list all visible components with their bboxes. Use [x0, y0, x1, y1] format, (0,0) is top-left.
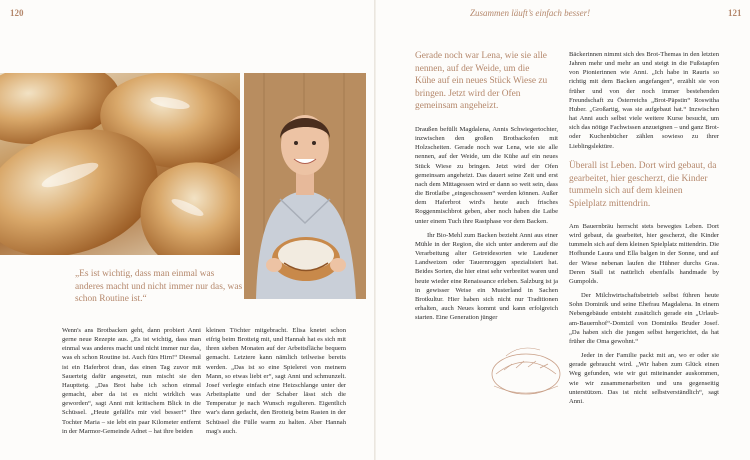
- page-number-left: 120: [10, 8, 24, 18]
- bread-sketch-icon: [486, 340, 566, 402]
- woman-holding-bread-photo: [244, 73, 366, 299]
- body-column-4: [569, 50, 719, 151]
- body-column-1: [62, 326, 201, 436]
- page-gutter: [374, 0, 376, 460]
- page-number-right: 121: [728, 8, 742, 18]
- body-text: Am Bauernbräu herrscht stets bewegtes Leben. Dort wird gebaut, da gearbeitet, hier gescherzt, die Kinder tummeln sich auf dem kleinen Spielplatz mittendrin. Die Hofhunde Laura und Ella balgen in der Sonne, und auf der Wiese nebenan laufen die Hühner durchs Gras. Deren Stall ist natürlich ebenfalls handmade by Gumpolds.: [569, 223, 719, 285]
- pullquote-left: „Es ist wichtig, dass man einmal was anderes macht und nicht immer nur das, was schon Routine ist.“: [75, 269, 243, 305]
- body-column-5: [569, 222, 719, 406]
- pullquote-right-mid: Überall ist Leben. Dort wird gebaut, da gearbeitet, hier gescherzt, die Kinder tummeln sich auf dem kleinen Spielplatz mittendrin.: [569, 161, 717, 209]
- body-text: Jeder in der Familie packt mit an, wo er oder sie gerade gebraucht wird. „Wir haben zum Glück einen Weg gefunden, wie wir gut miteinander auskommen, wie wir zusammenarbeiten und uns gegenseitig unterstützen. Das ist nicht selbstverständlich“, sagt Anni.: [569, 352, 719, 405]
- body-column-3: [415, 125, 558, 322]
- body-text: Draußen befüllt Magdalena, Annis Schwiegertochter, inzwischen den großen Brotbackofen mit Holzscheiten. Gerade noch war Lena, wie sie alle nennen, auf der Weide, um die Kühe auf ein neues Stück Wiese zu bringen. Jetzt wird der Ofen gemeinsam angeheizt. Das dauert seine Zeit und erst nach dem Mittagessen wird er dann so weit sein, dass die Brotlaibe „eingeschossen“ werden können. Außer dem Haferbrot wird's heute auch frisches Roggenmischbrot geben, aber noch haben die Laibe unter einem Tuch ihre Rastphase vor dem Backen.: [415, 126, 558, 225]
- body-text: Wenn's ans Brotbacken geht, dann probiert Anni gerne neue Rezepte aus. „Es ist wichtig, dass man einmal was anderes macht und nicht immer nur das, was eh schon Routine ist. Auch fürs Hirn!“ Diesmal ist ein Haferbrot dran, das einen Tag zuvor mit Sauerteig dafür angesetzt, nun mischt sie den Hauptteig. „Das Brot habe ich schon einmal gemacht, aber da ist es nicht wirklich was geworden“, sagt Anni mit kritischem Blick in die Schüssel. „Heute gefällt's mir viel besser!“ Ihre Tochter Maria – sie lebt ein paar Kilometer entfernt in der Marmor-Gemeinde Adnet – hat ihre beiden: [62, 327, 201, 435]
- body-text: kleinen Töchter mitgebracht. Elisa knetet schon eifrig beim Brotteig mit, und Hannah hat es sich mit ihren sieben Monaten auf der Arbeitsfläche bequem gemacht. Letztere kann nämlich teilweise bereits werden. „Das ist so eine Spielerei von meinem Mann, so etwas liebt er“, sagt Anni und schmunzelt. Josef verlegte einfach eine Heizschlange unter der Arbeitsplatte und der Schaber lässt sich die Temperatur je nach Wunsch regulieren. Eigentlich war's dann gedacht, den Brotteig beim Rasten in der Schüssel die Fülle warm zu halten. Aber Hannah mag's auch.: [206, 327, 346, 435]
- body-text: Der Milchwirtschaftsbetrieb selbst führen heute Sohn Dominik und seine Ehefrau Magdalena. In einem Nebengebäude entsteht zusätzlich gerade ein „Urlaub-am-Bauernhof“-Domizil von Dominiks Bruder Josef. „Da haben sich die jungen selbst hergerichtet, da hat früher die Oma gewohnt.“: [569, 292, 719, 345]
- body-text: Ihr Bio-Mehl zum Backen bezieht Anni aus einer Mühle in der Region, die sich unter anderem auf die Verarbeitung alter Getreidesorten wie Laudener Landweizen oder Tauernroggen spezialisiert hat. Beides Sorten, die hier einst sehr verbreitet waren und heute wieder eine Renaissance erleben. Salzburg ist ja in gewisser Weise ein Musterland in Sachen Brotkultur. Hier haben sich nicht nur Traditionen erhalten, auch Neues kommt und kann erfolgreich starten. Eine Generation jünger: [415, 231, 559, 322]
- body-text: Bäckerinnen nimmt sich des Brot-Themas in den letzten Jahren mehr und mehr an und steigt in die Fußstapfen von Pionierinnen wie Anni. „Ich habe in Rauris so richtig mit dem Backen angefangen“, erzählt sie von früher und von der noch immer bestehenden Freundschaft zu Österreichs „Brot-Päpstin“ Roswitha Huber. „Großartig, was sie aufgebaut hat.“ Inzwischen hat Anni auch selbst viele weitere Kurse besucht, um sich das nötige Fachwissen anzueignen – und ganz Brot- oder Kuchenbücher zählen sowieso zu ihrer Lieblingslektüre.: [569, 51, 719, 150]
- bread-loaves-photo: [0, 73, 240, 255]
- body-column-2: [206, 326, 346, 436]
- running-title: Zusammen läuft’s einfach besser!: [470, 8, 591, 18]
- pullquote-right-top: Gerade noch war Lena, wie sie alle nennen, auf der Weide, um die Kühe auf ein neues Stück Wiese zu bringen. Jetzt wird der Ofen gemeinsam angeheizt.: [415, 51, 548, 112]
- woman-illustration: [244, 73, 366, 299]
